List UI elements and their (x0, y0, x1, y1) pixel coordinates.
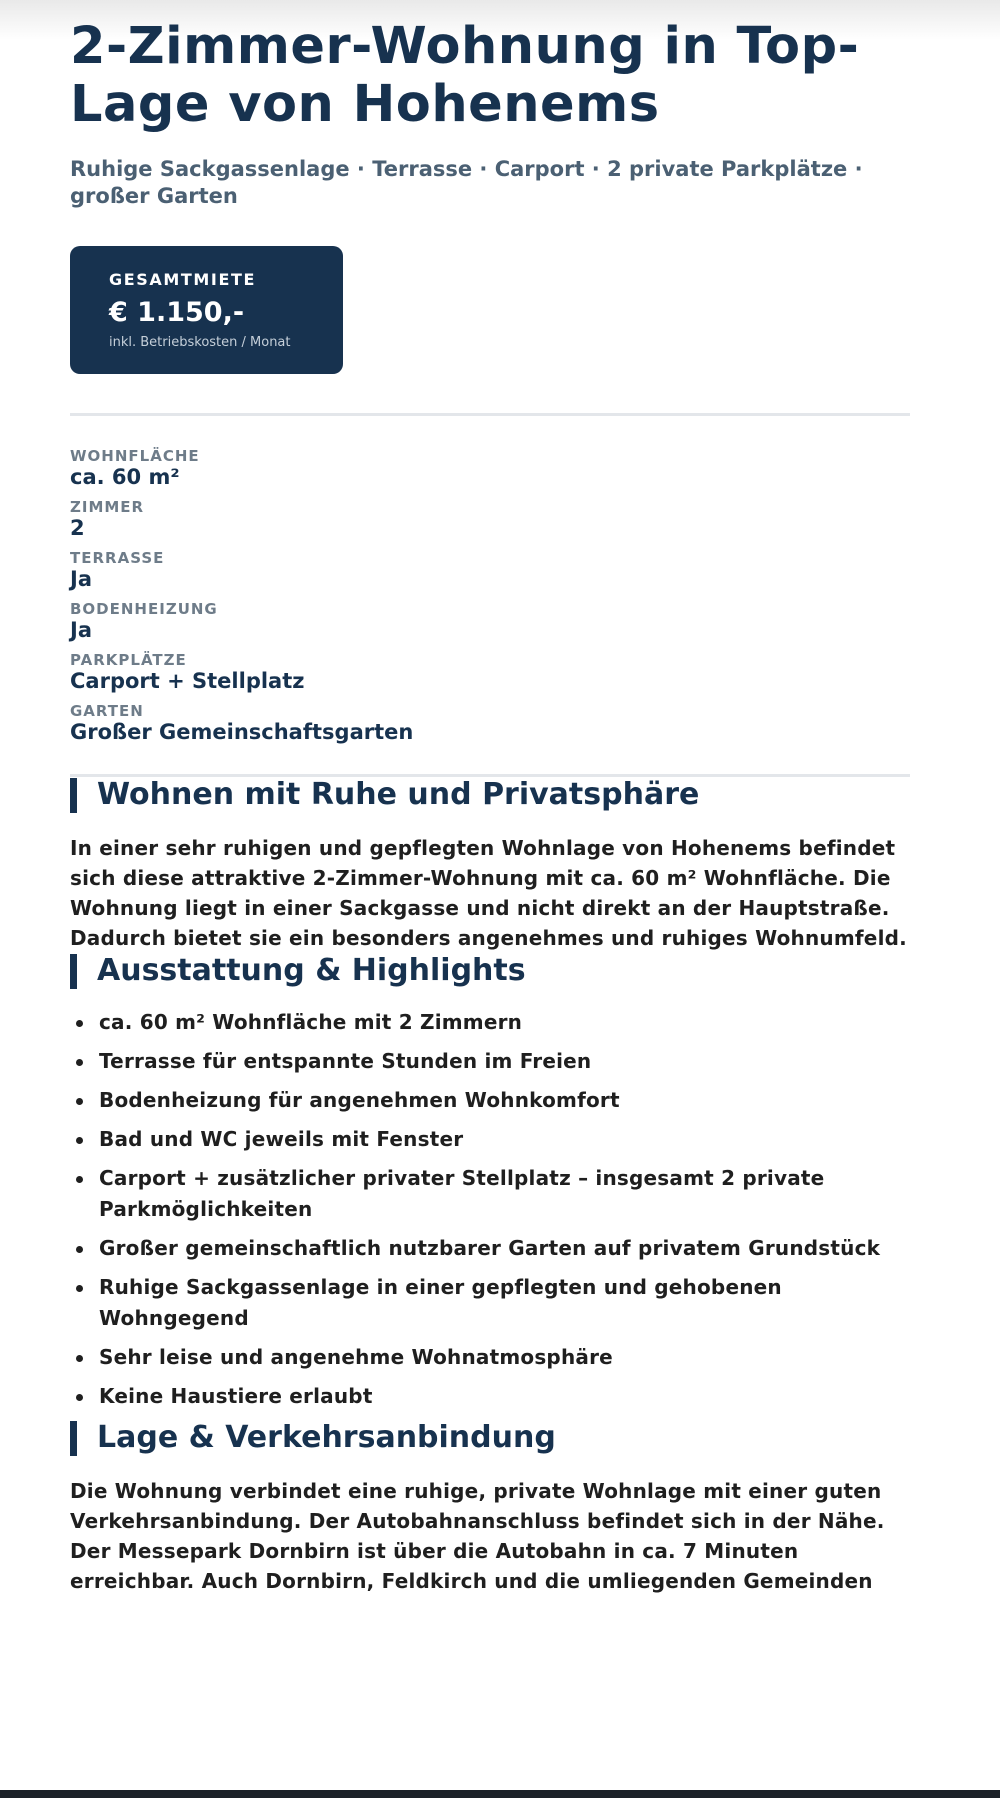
heading-accent-bar (70, 954, 77, 989)
fact-value-parkplaetze: Carport + Stellplatz (70, 669, 305, 693)
price-card (70, 246, 343, 374)
fact-label-wohnflaeche: WOHNFLÄCHE (70, 447, 200, 465)
list-item: Carport + zusätzlicher privater Stellplatz – insgesamt 2 private Parkmöglichkeiten (70, 1163, 910, 1225)
section-heading-text: Wohnen mit Ruhe und Privatsphäre (97, 777, 700, 812)
listing-page (70, 0, 910, 1596)
heading-accent-bar (70, 778, 77, 813)
list-item: Terrasse für entspannte Stunden im Freien (70, 1046, 910, 1077)
list-item: Bodenheizung für angenehmen Wohnkomfort (70, 1085, 910, 1116)
list-item: ca. 60 m² Wohnfläche mit 2 Zimmern (70, 1007, 910, 1038)
list-item: Sehr leise und angenehme Wohnatmosphäre (70, 1342, 910, 1373)
fact-label-bodenheizung: BODENHEIZUNG (70, 600, 218, 618)
fact-label-terrasse: TERRASSE (70, 549, 165, 567)
section-heading-wohnen (70, 777, 910, 813)
highlights-list (70, 1007, 910, 1412)
fact-label-parkplaetze: PARKPLÄTZE (70, 651, 187, 669)
facts-list (70, 448, 910, 745)
price-label: GESAMTMIETE (109, 270, 257, 289)
heading-accent-bar (70, 1421, 77, 1456)
fact-value-zimmer: 2 (70, 516, 85, 540)
list-item: Keine Haustiere erlaubt (70, 1381, 910, 1412)
section-text-wohnen: In einer sehr ruhigen und gepflegten Wohnlage von Hohenems befindet sich diese attraktive 2-Zimmer-Wohnung mit ca. 60 m² Wohnfläche. Die Wohnung liegt in einer Sackgasse und nicht direkt an der Hauptstraße. Dadurch bietet sie ein besonders angenehmes und ruhiges Wohnumfeld. (70, 836, 907, 950)
section-heading-ausstattung (70, 953, 910, 989)
section-heading-text: Ausstattung & Highlights (97, 953, 526, 988)
price-value: € 1.150,- (109, 297, 245, 328)
bottom-bar (0, 1790, 1000, 1798)
fact-value-garten: Großer Gemeinschaftsgarten (70, 720, 414, 744)
fact-value-bodenheizung: Ja (70, 618, 92, 642)
fact-label-garten: GARTEN (70, 702, 144, 720)
fact-value-terrasse: Ja (70, 567, 92, 591)
fact-value-wohnflaeche: ca. 60 m² (70, 465, 180, 489)
page-title: 2-Zimmer-Wohnung in Top-Lage von Hohenems (70, 17, 860, 134)
section-heading-lage (70, 1420, 910, 1456)
page-subtitle: Ruhige Sackgassenlage · Terrasse · Carport · 2 private Parkplätze · großer Garten (70, 157, 863, 208)
fact-label-zimmer: ZIMMER (70, 498, 145, 516)
section-heading-text: Lage & Verkehrsanbindung (97, 1420, 556, 1455)
list-item: Bad und WC jeweils mit Fenster (70, 1124, 910, 1155)
list-item: Großer gemeinschaftlich nutzbarer Garten auf privatem Grundstück (70, 1233, 910, 1264)
divider (70, 413, 910, 416)
list-item: Ruhige Sackgassenlage in einer gepflegten und gehobenen Wohngegend (70, 1272, 910, 1334)
price-note: inkl. Betriebskosten / Monat (109, 335, 291, 350)
section-text-lage: Die Wohnung verbindet eine ruhige, private Wohnlage mit einer guten Verkehrsanbindung. Der Autobahnanschluss befindet sich in der Nähe. Der Messepark Dornbirn ist über die Autobahn in ca. 7 Minuten erreichbar. Auch Dornbirn, Feldkirch und die umliegenden Gemeinden (70, 1479, 885, 1593)
